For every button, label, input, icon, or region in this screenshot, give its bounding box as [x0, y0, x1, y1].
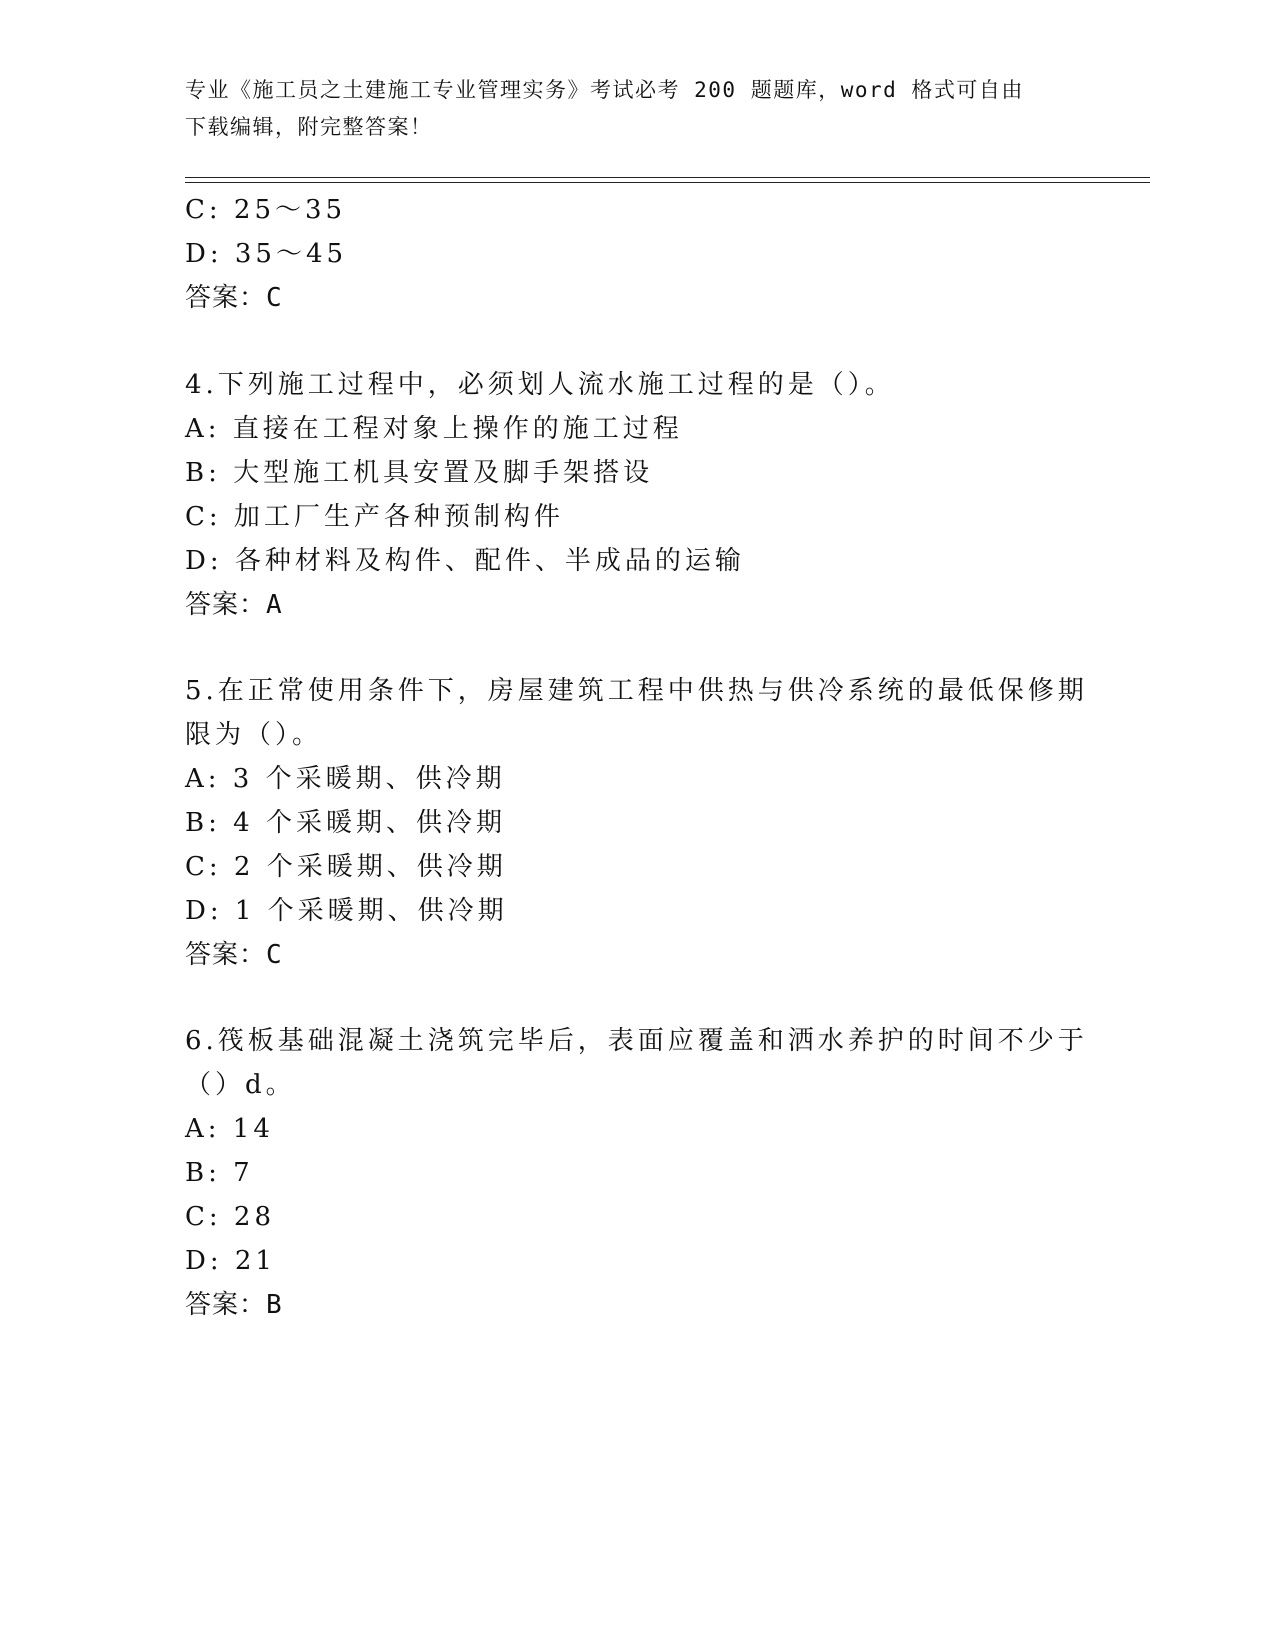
q5-option-b: B: 4 个采暖期、供冷期 — [185, 808, 506, 838]
q4-option-c: C: 加工厂生产各种预制构件 — [185, 502, 564, 532]
q5-stem-line-1: 5.在正常使用条件下，房屋建筑工程中供热与供冷系统的最低保修期 — [185, 676, 1088, 706]
q6-option-a: A: 14 — [185, 1114, 274, 1144]
document-header — [185, 72, 1065, 146]
q6-answer: 答案：B — [185, 1290, 283, 1320]
q3-answer: 答案：C — [185, 283, 283, 313]
header-line-1: 专业《施工员之土建施工专业管理实务》考试必考 200 题题库，word 格式可自由 — [185, 78, 1024, 102]
header-divider-top — [185, 177, 1150, 178]
header-line-2: 下载编辑，附完整答案！ — [185, 115, 433, 139]
q3-option-d: D: 35～45 — [185, 239, 348, 269]
header-divider-bottom — [185, 182, 1150, 183]
q6-stem-line-1: 6.筏板基础混凝土浇筑完毕后，表面应覆盖和洒水养护的时间不少于 — [185, 1026, 1088, 1056]
q4-answer: 答案：A — [185, 590, 283, 620]
q6-option-b: B: 7 — [185, 1158, 254, 1188]
q5-answer: 答案：C — [185, 940, 283, 970]
q3-option-c: C: 25～35 — [185, 195, 347, 225]
q6-option-d: D: 21 — [185, 1246, 276, 1276]
q4-option-b: B: 大型施工机具安置及脚手架搭设 — [185, 458, 654, 488]
q4-option-d: D: 各种材料及构件、配件、半成品的运输 — [185, 546, 745, 576]
q5-option-a: A: 3 个采暖期、供冷期 — [185, 764, 506, 794]
q5-stem-line-2: 限为（）。 — [185, 720, 323, 750]
q4-option-a: A: 直接在工程对象上操作的施工过程 — [185, 414, 683, 444]
q5-option-c: C: 2 个采暖期、供冷期 — [185, 852, 507, 882]
q6-stem-line-2: （）d。 — [185, 1070, 296, 1100]
q4-stem: 4.下列施工过程中，必须划人流水施工过程的是（）。 — [185, 370, 895, 400]
q6-option-c: C: 28 — [185, 1202, 276, 1232]
q5-option-d: D: 1 个采暖期、供冷期 — [185, 896, 508, 926]
